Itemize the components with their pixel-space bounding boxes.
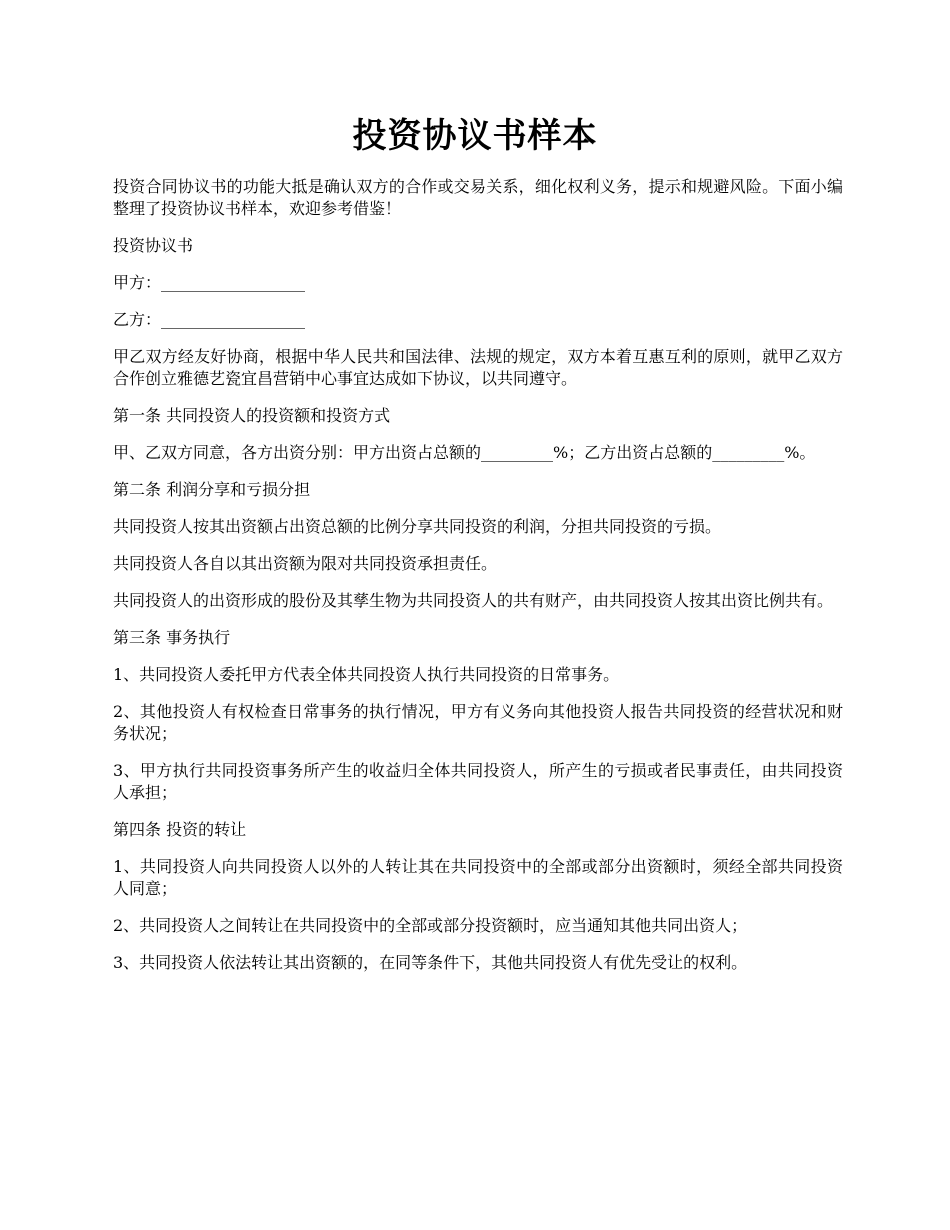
document-body	[113, 176, 843, 989]
article-2-paragraph-1: 共同投资人按其出资额占出资总额的比例分享共同投资的利润，分担共同投资的亏损。	[113, 517, 722, 536]
article-2-paragraph-2: 共同投资人各自以其出资额为限对共同投资承担责任。	[113, 554, 498, 573]
document-title: 投资协议书样本	[352, 116, 598, 156]
article-1-paragraph: 甲、乙双方同意，各方出资分别：甲方出资占总额的_________%；乙方出资占总额的_________%。	[113, 443, 816, 462]
article-3-heading: 第三条 事务执行	[113, 628, 231, 647]
article-4-item-1: 1、共同投资人向共同投资人以外的人转让其在共同投资中的全部或部分出资额时，须经全部共同投资人同意；	[113, 857, 843, 898]
article-3-item-3: 3、甲方执行共同投资事务所产生的收益归全体共同投资人，所产生的亏损或者民事责任，由共同投资人承担；	[113, 761, 843, 802]
agreement-heading: 投资协议书	[113, 236, 194, 255]
article-4-heading: 第四条 投资的转让	[113, 820, 247, 839]
article-3-item-1: 1、共同投资人委托甲方代表全体共同投资人执行共同投资的日常事务。	[113, 665, 620, 684]
article-1-heading: 第一条 共同投资人的投资额和投资方式	[113, 406, 391, 425]
article-4-item-3: 3、共同投资人依法转让其出资额的，在同等条件下，其他共同投资人有优先受让的权利。	[113, 953, 748, 972]
intro-paragraph: 投资合同协议书的功能大抵是确认双方的合作或交易关系，细化权利义务，提示和规避风险。下面小编整理了投资协议书样本，欢迎参考借鉴！	[113, 177, 843, 218]
party-b-line: 乙方：__________________	[113, 310, 306, 329]
article-3-item-2: 2、其他投资人有权检查日常事务的执行情况，甲方有义务向其他投资人报告共同投资的经营状况和财务状况；	[113, 702, 843, 743]
article-2-paragraph-3: 共同投资人的出资形成的股份及其孳生物为共同投资人的共有财产，由共同投资人按其出资比例共有。	[113, 591, 834, 610]
article-4-item-2: 2、共同投资人之间转让在共同投资中的全部或部分投资额时，应当通知其他共同出资人；	[113, 916, 748, 935]
article-2-heading: 第二条 利润分享和亏损分担	[113, 480, 311, 499]
party-a-line: 甲方：__________________	[113, 273, 306, 292]
preamble-paragraph: 甲乙双方经友好协商，根据中华人民共和国法律、法规的规定，双方本着互惠互利的原则，就甲乙双方合作创立雅德艺瓷宜昌营销中心事宜达成如下协议，以共同遵守。	[113, 347, 843, 388]
